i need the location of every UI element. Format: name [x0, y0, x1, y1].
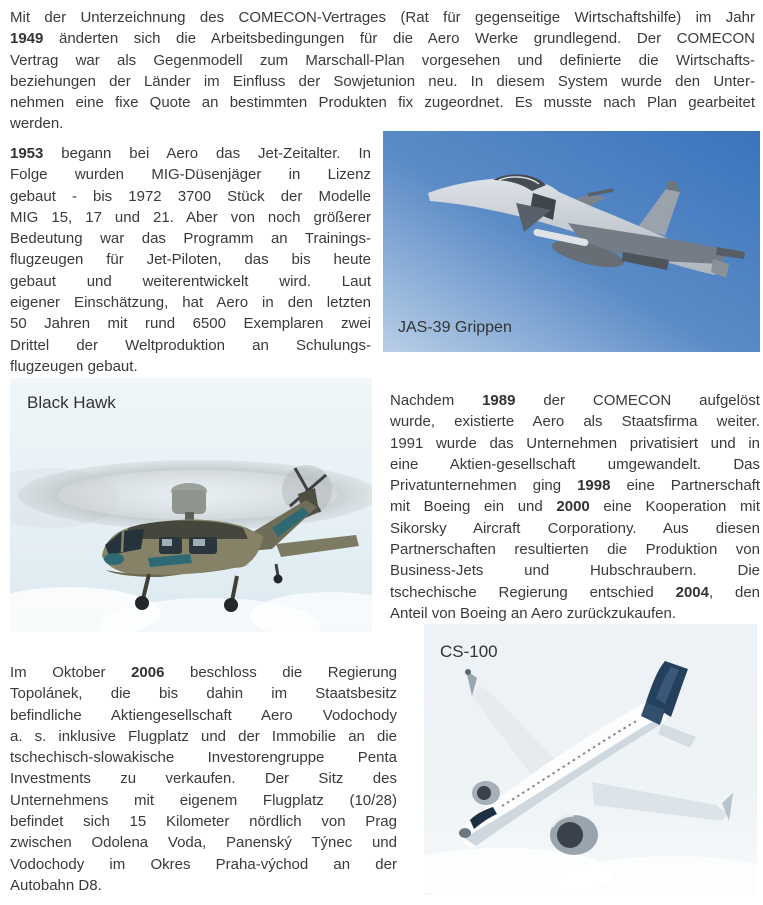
text-line: Bedeutung war das Programm an Trainings-	[10, 230, 371, 248]
text-line: tschechisch-slowakische Investorengruppe Penta	[10, 749, 397, 767]
text-line: beziehungen der Länder im Einfluss der Sowjetunion neu. In diesem System wurde den Unter-	[10, 72, 755, 90]
caption-black-hawk: Black Hawk	[27, 393, 116, 412]
text-line: Sikorsky Aircraft Corporationy. Aus diesen	[390, 519, 760, 537]
text-line: 1949 änderten sich die Arbeitsbedingungen für die Aero Werke grundlegend. Der COMECON	[10, 30, 755, 48]
black-hawk-helicopter-illustration	[10, 378, 372, 632]
text-line: Vodochody im Okres Praha-východ an der	[10, 855, 397, 873]
text-line: Unternehmens mit eigenem Flugplatz (10/28)	[10, 791, 397, 809]
paragraph-comecon-1949	[10, 7, 755, 135]
text-line: Privatunternehmen ging 1998 eine Partnerschaft	[390, 477, 760, 495]
text-line: eine Aktien-gesellschaft umgewandelt. Das	[390, 455, 760, 473]
text-line: gebaut und weiterentwickelt wird. Laut	[10, 272, 371, 290]
text-line: befindliche Aktiengesellschaft Aero Vodochody	[10, 706, 397, 724]
text-line: a. s. inklusive Flugplatz und der Immobilie an die	[10, 727, 397, 745]
text-line: Vertrag war als Gegenmodell zum Marschall-Plan vorgesehen und definierte die Wirtschafts-	[10, 51, 755, 69]
caption-jas39: JAS-39 Grippen	[398, 319, 512, 336]
text-line: Business-Jets und Hubschraubern. Die	[390, 562, 760, 580]
text-line: Anteil von Boeing an Aero zurückzukaufen.	[390, 604, 677, 622]
paragraph-verkauf-2006	[10, 662, 397, 896]
text-line: mit Boeing ein und 2000 eine Kooperation mit	[390, 498, 760, 516]
text-line: MIG 15, 17 und 21. Aber von noch größerer	[10, 208, 371, 226]
text-line: gebaut - bis 1972 3700 Stück der Modelle	[10, 187, 371, 205]
text-line: zwischen Odolena Voda, Panenský Týnec und	[10, 834, 397, 852]
image-black-hawk	[10, 378, 372, 632]
text-line: werden.	[10, 115, 64, 133]
text-line: Autobahn D8.	[10, 876, 102, 894]
text-line: Mit der Unterzeichnung des COMECON-Vertrages (Rat für gegenseitige Wirtschaftshilfe) im Jahr	[10, 9, 755, 26]
text-line: flugzeugen gebaut.	[10, 357, 138, 375]
text-line: Investments zu verkaufen. Der Sitz des	[10, 770, 397, 788]
image-jas39-grippen	[383, 131, 760, 352]
text-line: Drittel der Weltproduktion an Schulungs-	[10, 336, 371, 354]
text-line: 1953 begann bei Aero das Jet-Zeitalter. In	[10, 145, 371, 162]
paragraph-jet-zeitalter-1953	[10, 143, 371, 377]
text-line: wurde, existierte Aero als Staatsfirma weiter.	[390, 413, 760, 431]
text-line: Folge wurden MIG-Düsenjäger in Lizenz	[10, 166, 371, 184]
text-line: 50 Jahren mit rund 6500 Exemplaren zwei	[10, 315, 371, 333]
text-line: nehmen eine fixe Quote an bestimmten Produkten fix zugeordnet. Es musste nach Plan gearbeitet	[10, 94, 755, 112]
text-line: Im Oktober 2006 beschloss die Regierung	[10, 664, 398, 681]
text-line: eigener Einschätzung, hat Aero in den letzten	[10, 294, 371, 312]
text-line: 1991 wurde das Unternehmen privatisiert und in	[390, 434, 760, 452]
text-line: flugzeugen für Jet-Piloten, das bis heute	[10, 251, 371, 269]
paragraph-privatisierung-1989	[390, 390, 760, 624]
text-line: tschechische Regierung entschied 2004, den	[390, 583, 760, 601]
text-line: Partnerschaften resultierten die Produktion von	[390, 541, 760, 559]
text-line: befindet sich 15 Kilometer nördlich von Prag	[10, 813, 397, 831]
text-line: Nachdem 1989 der COMECON aufgelöst	[390, 392, 760, 409]
image-cs100	[424, 624, 757, 895]
cs100-airliner-illustration	[424, 624, 757, 895]
text-line: Topolánek, die bis dahin im Staatsbesitz	[10, 685, 397, 703]
caption-cs100: CS-100	[440, 642, 498, 661]
